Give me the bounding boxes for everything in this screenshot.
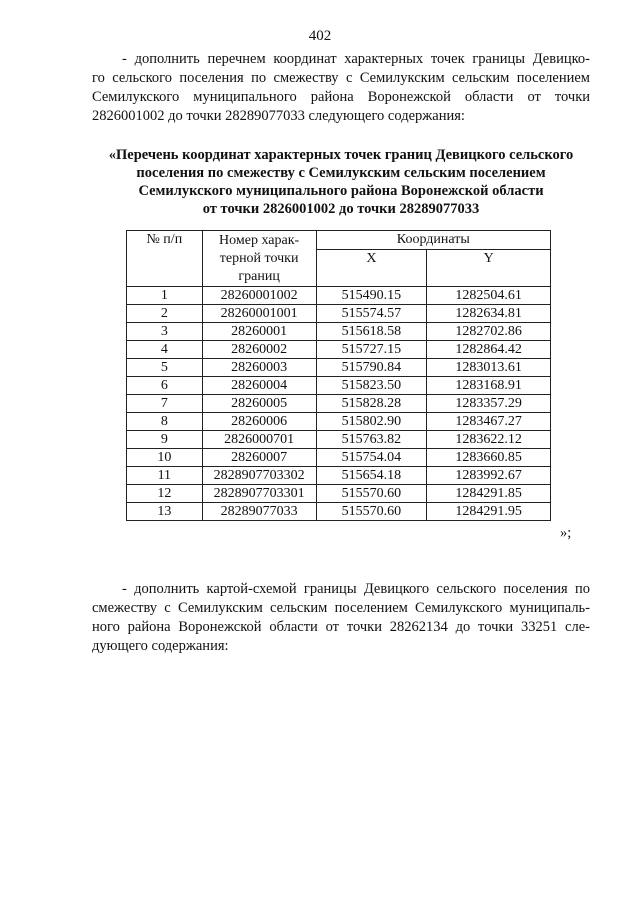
row-point-id: 28260006: [202, 413, 316, 431]
table-row: [127, 323, 551, 341]
row-number: 5: [127, 359, 203, 377]
outro-line: дующего содержания:: [92, 638, 229, 654]
row-y: 1284291.85: [427, 485, 551, 503]
table-row: [127, 305, 551, 323]
intro-line: 2826001002 до точки 28289077033 следующего содержания:: [92, 108, 465, 124]
outro-line: ного района Воронежской области от точки 28262134 до точки 33251 сле-: [92, 619, 590, 635]
outro-paragraph: [92, 580, 590, 656]
table-row: [127, 413, 551, 431]
table-row: [127, 377, 551, 395]
outro-line: смежеству с Семилукским сельским поселением Семилукского муниципаль-: [92, 600, 590, 616]
row-number: 2: [127, 305, 203, 323]
header-y: Y: [427, 250, 551, 287]
row-x: 515570.60: [316, 485, 427, 503]
row-point-id: 28260002: [202, 341, 316, 359]
table-row: [127, 467, 551, 485]
row-y: 1283168.91: [427, 377, 551, 395]
outro-line: - дополнить картой-схемой границы Девицкого сельского поселения по: [122, 581, 590, 597]
row-y: 1283013.61: [427, 359, 551, 377]
row-x: 515763.82: [316, 431, 427, 449]
row-y: 1283660.85: [427, 449, 551, 467]
intro-line: - дополнить перечнем координат характерных точек границы Девицко-: [122, 51, 590, 67]
row-point-id: 28260001001: [202, 305, 316, 323]
row-number: 6: [127, 377, 203, 395]
row-point-id: 28260004: [202, 377, 316, 395]
row-point-id: 2826000701: [202, 431, 316, 449]
row-x: 515727.15: [316, 341, 427, 359]
table-row: [127, 287, 551, 305]
heading-line: Семилукского муниципального района Воронежской области: [138, 183, 544, 199]
row-y: 1282504.61: [427, 287, 551, 305]
closing-mark: »;: [560, 525, 572, 541]
row-x: 515574.57: [316, 305, 427, 323]
header-point-line: Номер харак-: [219, 232, 300, 248]
row-x: 515754.04: [316, 449, 427, 467]
row-x: 515570.60: [316, 503, 427, 521]
intro-line: Семилукского муниципального района Воронежской области от точки: [92, 89, 590, 105]
row-number: 11: [127, 467, 203, 485]
intro-line: го сельского поселения по смежеству с Семилукским сельским поселением: [92, 70, 590, 86]
row-point-id: 28260007: [202, 449, 316, 467]
row-y: 1284291.95: [427, 503, 551, 521]
row-number: 8: [127, 413, 203, 431]
row-x: 515790.84: [316, 359, 427, 377]
table-row: [127, 431, 551, 449]
row-x: 515828.28: [316, 395, 427, 413]
header-point-line: терной точки: [219, 250, 299, 266]
table-row: [127, 341, 551, 359]
intro-paragraph: [92, 50, 590, 126]
table-row: [127, 359, 551, 377]
header-point-line: границ: [238, 268, 280, 284]
heading-line: «Перечень координат характерных точек границ Девицкого сельского: [108, 147, 574, 163]
row-x: 515654.18: [316, 467, 427, 485]
table-body: [127, 287, 551, 521]
table-heading: [92, 146, 590, 218]
row-y: 1283622.12: [427, 431, 551, 449]
row-point-id: 2828907703302: [202, 467, 316, 485]
row-point-id: 28260005: [202, 395, 316, 413]
row-x: 515823.50: [316, 377, 427, 395]
row-number: 3: [127, 323, 203, 341]
table-row: [127, 449, 551, 467]
row-y: 1283467.27: [427, 413, 551, 431]
page-number: 402: [308, 28, 332, 44]
table-row: [127, 395, 551, 413]
header-coordinates: Координаты: [316, 231, 550, 250]
table-row: [127, 485, 551, 503]
coordinates-table: [126, 230, 551, 521]
row-point-id: 28260003: [202, 359, 316, 377]
row-number: 13: [127, 503, 203, 521]
row-y: 1283992.67: [427, 467, 551, 485]
header-number: № п/п: [127, 231, 203, 287]
row-point-id: 28289077033: [202, 503, 316, 521]
row-number: 10: [127, 449, 203, 467]
heading-line: поселения по смежеству с Семилукским сельским поселением: [136, 165, 546, 181]
row-y: 1283357.29: [427, 395, 551, 413]
header-x: X: [316, 250, 427, 287]
row-number: 9: [127, 431, 203, 449]
row-y: 1282864.42: [427, 341, 551, 359]
row-y: 1282702.86: [427, 323, 551, 341]
row-number: 4: [127, 341, 203, 359]
row-x: 515618.58: [316, 323, 427, 341]
row-point-id: 28260001002: [202, 287, 316, 305]
row-number: 7: [127, 395, 203, 413]
row-x: 515802.90: [316, 413, 427, 431]
row-y: 1282634.81: [427, 305, 551, 323]
row-x: 515490.15: [316, 287, 427, 305]
row-point-id: 2828907703301: [202, 485, 316, 503]
row-point-id: 28260001: [202, 323, 316, 341]
row-number: 12: [127, 485, 203, 503]
header-point: [202, 231, 316, 287]
heading-line: от точки 2826001002 до точки 28289077033: [202, 201, 480, 217]
table-row: [127, 503, 551, 521]
row-number: 1: [127, 287, 203, 305]
